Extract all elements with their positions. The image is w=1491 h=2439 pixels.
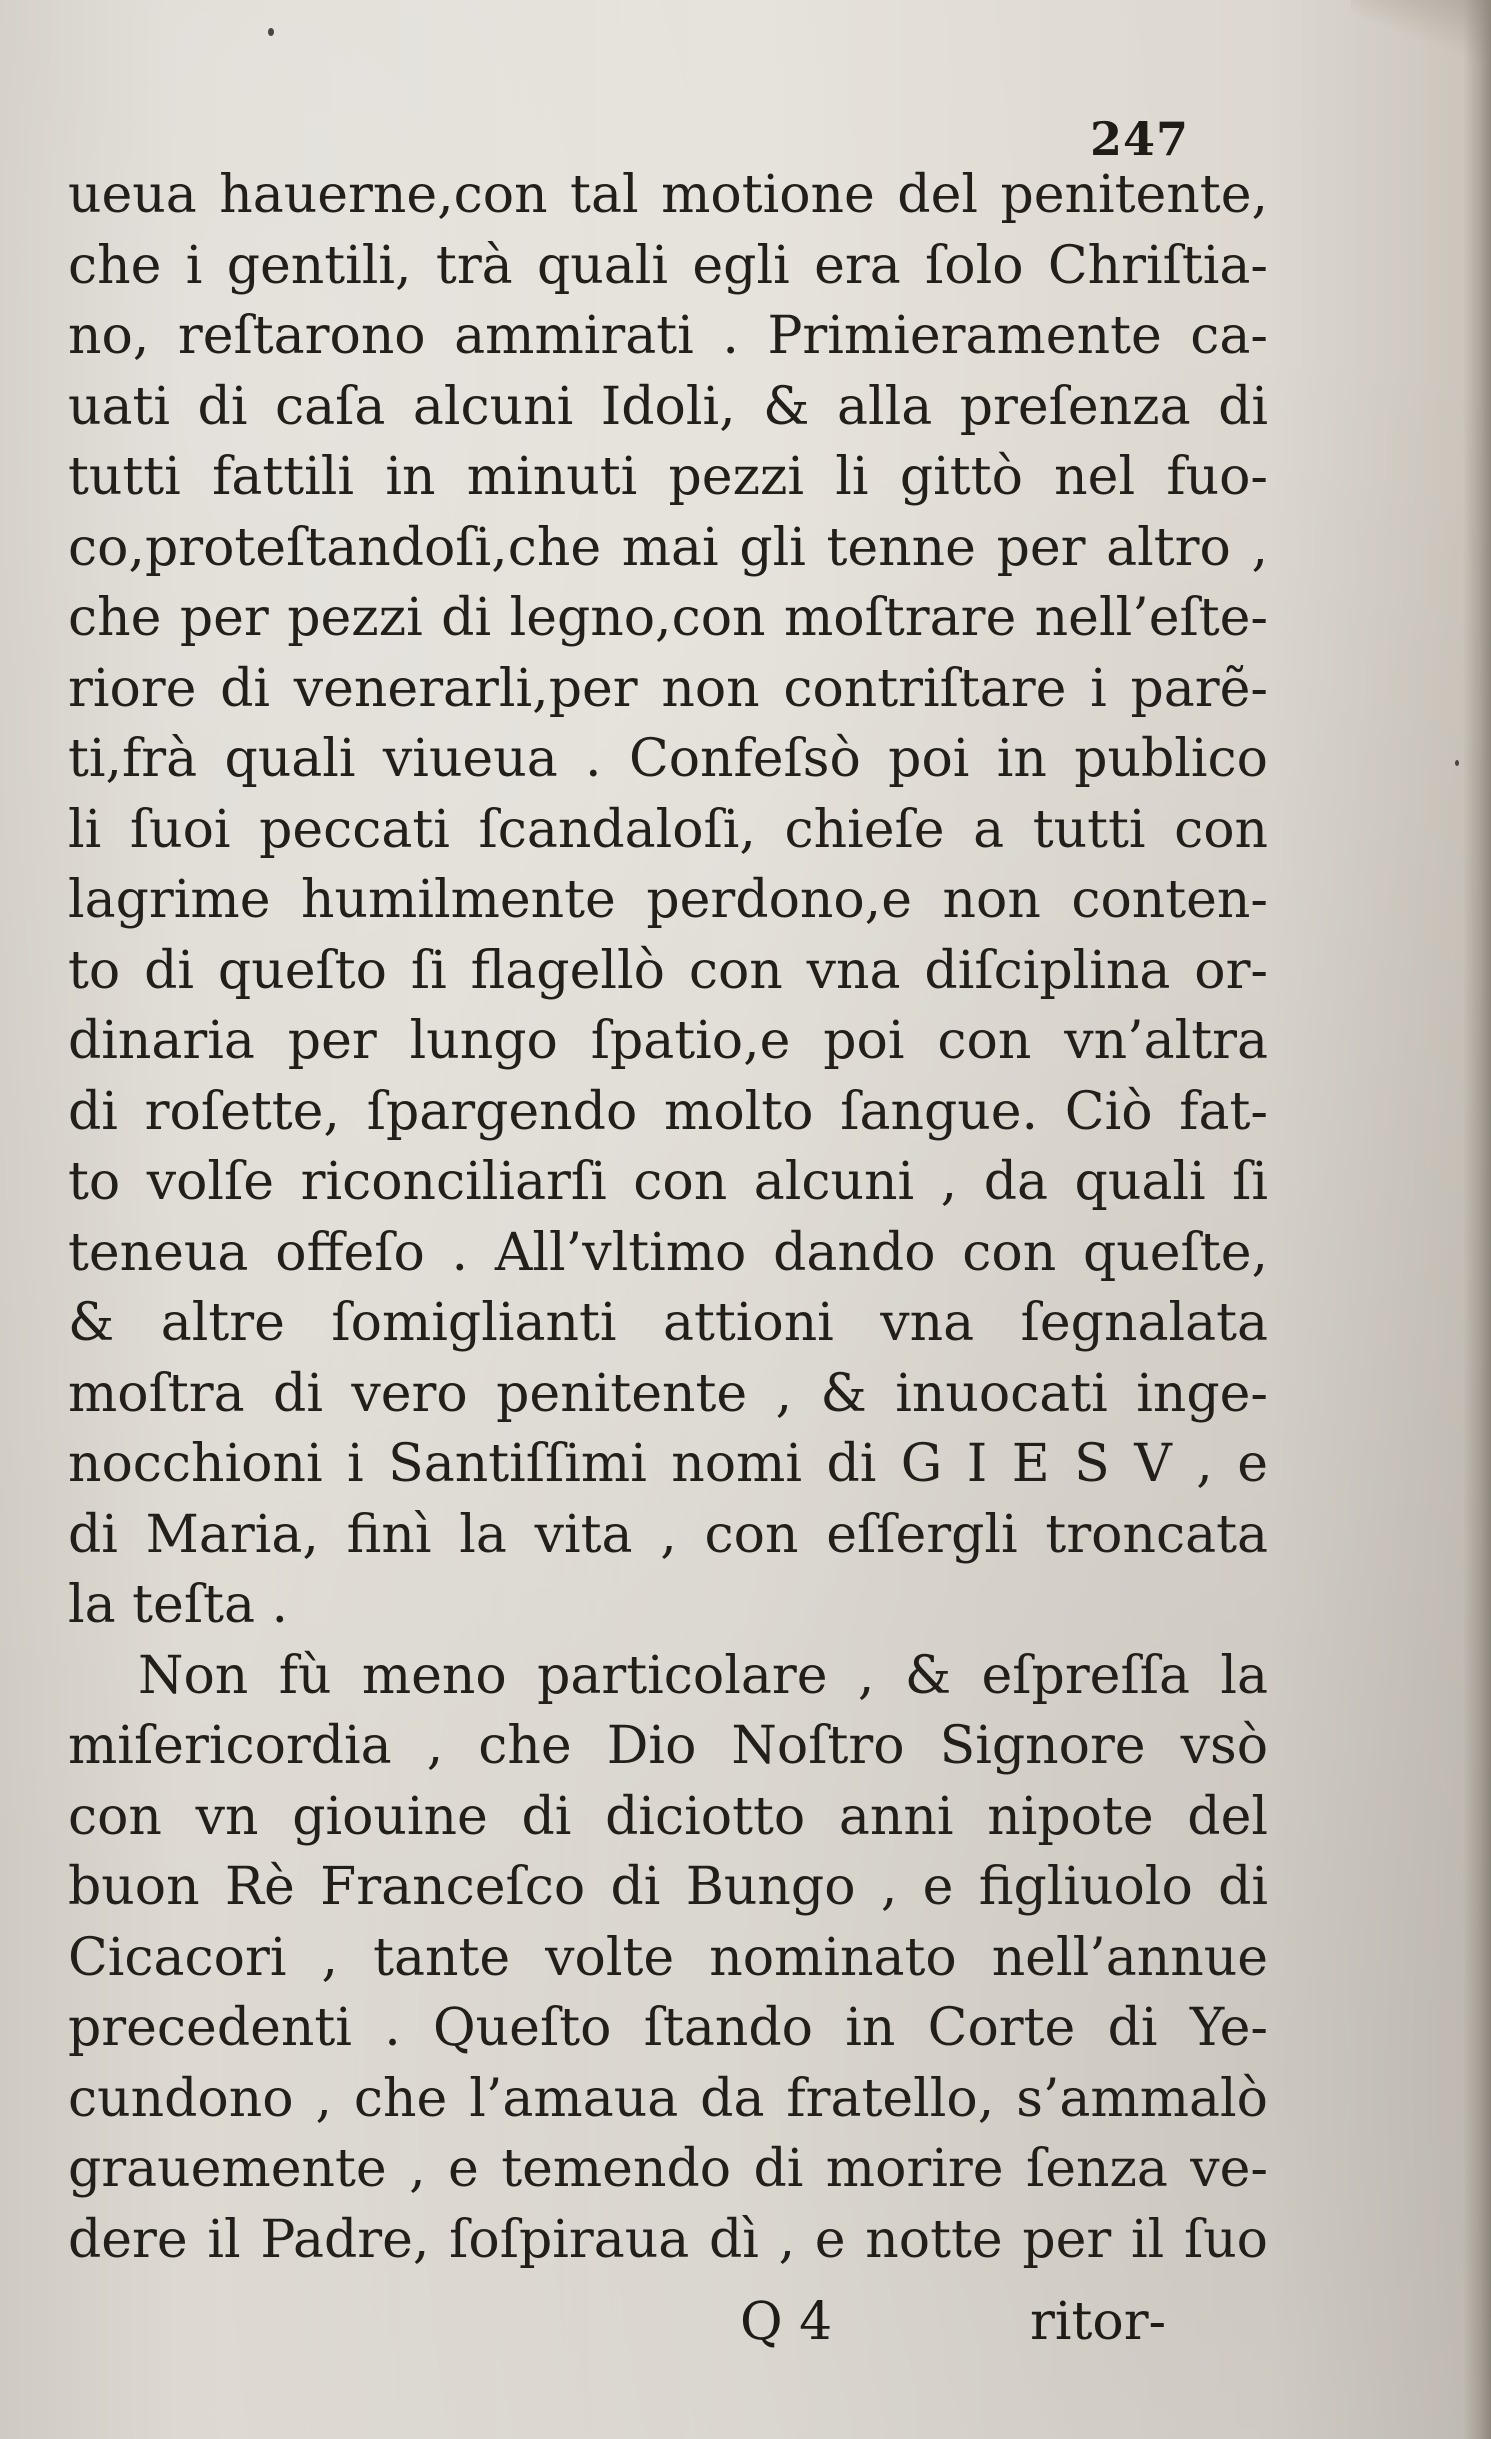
text-line: riore di venerarli,per non contriſtare i parẽ- [68,658,1268,719]
text-line: buon Rè Franceſco di Bungo , e figliuolo di [68,1857,1268,1917]
paragraph-end-line: la teſta . [68,1575,289,1635]
text-line: teneua offeſo . All’vltimo dando con queſte, [68,1222,1268,1283]
signature-mark: Q 4 [740,2292,833,2352]
text-line: Cicacori , tante volte nominato nell’annue [68,1927,1268,1988]
text-line: grauemente , e temendo di morire ſenza ve- [68,2139,1268,2199]
text-line: cundono , che l’amaua da fratello, s’ammalò [68,2068,1268,2129]
text-line: che i gentili, trà quali egli era ſolo Chriſtia- [68,235,1268,296]
text-line: di roſette, ſpargendo molto ſangue. Ciò fat- [68,1081,1268,1142]
paragraph-start-line: Non fù meno particolare , & eſpreſſa la [138,1645,1268,1706]
text-line: miſericordia , che Dio Noſtro Signore vsò [68,1716,1268,1776]
text-line: dinaria per lungo ſpatio,e poi con vn’altra [68,1011,1268,1071]
text-line: di Maria, finì la vita , con eſſergli troncata [68,1504,1268,1565]
ink-speck [1455,760,1459,766]
text-line: li ſuoi peccati ſcandaloſi, chieſe a tutti con [68,799,1268,860]
text-line: ueua hauerne,con tal motione del penitente, [68,165,1268,225]
page-corner-shadow [1351,0,1491,60]
text-line: moſtra di vero penitente , & inuocati inge- [68,1363,1268,1424]
text-line: no, reſtarono ammirati . Primieramente ca- [68,306,1268,366]
text-line: uati di caſa alcuni Idoli, & alla preſenza di [68,376,1268,437]
ink-speck [268,28,274,36]
text-line: nocchioni i Santiſſimi nomi di G I E S V , e [68,1434,1268,1494]
text-line: to volſe riconciliarſi con alcuni , da quali ſi [68,1152,1268,1212]
text-line: dere il Padre, ſoſpiraua dì , e notte per il ſuo [68,2209,1268,2270]
text-line: co,proteſtandoſi,che mai gli tenne per altro , [68,517,1268,578]
text-line: con vn giouine di diciotto anni nipote del [68,1786,1268,1847]
page-edge-shadow [1463,0,1491,2439]
page-number: 247 [1090,112,1190,166]
text-line: che per pezzi di legno,con moſtrare nell’eſte- [68,588,1268,648]
text-line: precedenti . Queſto ſtando in Corte di Ye- [68,1998,1268,2058]
page-footer [0,2292,1491,2362]
text-line: tutti fattili in minuti pezzi li gittò nel fuo- [68,447,1268,507]
catchword: ritor- [1030,2292,1167,2352]
body-text [68,160,1268,2275]
text-line: & altre ſomiglianti attioni vna ſegnalata [68,1293,1268,1353]
text-line: ti,frà quali viueua . Confeſsò poi in publico [68,729,1268,789]
text-line: to di queſto ſi flagellò con vna diſciplina or- [68,940,1268,1001]
text-line: lagrime humilmente perdono,e non conten- [68,870,1268,930]
